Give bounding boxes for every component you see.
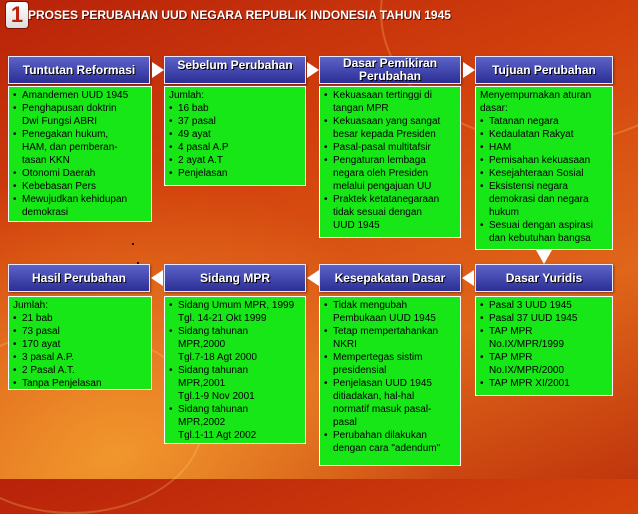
list-item: • Mewujudkan kehidupan demokrasi — [13, 193, 147, 219]
list-item: • Sidang tahunan MPR,2000 Tgl.7-18 Agt 2000 — [169, 325, 301, 364]
box-dasar-pemikiran — [319, 86, 461, 238]
header-sidang-mpr: Sidang MPR — [164, 264, 306, 292]
box-dasar-yuridis — [475, 296, 613, 396]
list-item: • Penjelasan — [169, 167, 301, 180]
header-tuntutan-reformasi: Tuntutan Reformasi — [8, 56, 150, 84]
list-item: • 73 pasal — [13, 325, 147, 338]
list-item: • Perubahan dilakukan dengan cara "adendum" — [324, 429, 456, 455]
list-item: • 21 bab — [13, 312, 147, 325]
list-tujuan-perubahan — [480, 115, 608, 245]
list-item: • 170 ayat — [13, 338, 147, 351]
list-item: • Mempertegas sistim presidensial — [324, 351, 456, 377]
list-item: • 49 ayat — [169, 128, 301, 141]
arrow-right-icon — [463, 62, 475, 78]
list-item: • Otonomi Daerah — [13, 167, 147, 180]
list-item: • Amandemen UUD 1945 — [13, 89, 147, 102]
list-item: • Tetap mempertahankan NKRI — [324, 325, 456, 351]
list-item: • Praktek ketatanegaraan tidak sesuai dengan UUD 1945 — [324, 193, 456, 232]
list-item: • Eksistensi negara demokrasi dan negara hukum — [480, 180, 608, 219]
list-item: • 2 ayat A.T — [169, 154, 301, 167]
list-item: • Kekuasaan tertinggi di tangan MPR — [324, 89, 456, 115]
list-tuntutan-reformasi — [13, 89, 147, 219]
box-intro: Jumlah: — [13, 300, 49, 311]
box-kesepakatan-dasar — [319, 296, 461, 466]
list-hasil-perubahan — [13, 312, 147, 390]
arrow-left-icon — [307, 270, 319, 286]
list-item: • 3 pasal A.P. — [13, 351, 147, 364]
list-item: • HAM — [480, 141, 608, 154]
list-sebelum-perubahan — [169, 102, 301, 180]
box-intro: Jumlah: — [169, 90, 205, 101]
decorative-dot — [132, 243, 134, 245]
arrow-right-icon — [152, 62, 164, 78]
list-item: • Kedaulatan Rakyat — [480, 128, 608, 141]
list-item: • Tidak mengubah Pembukaan UUD 1945 — [324, 299, 456, 325]
list-item: • Penjelasan UUD 1945 ditiadakan, hal-hal normatif masuk pasal- pasal — [324, 377, 456, 429]
list-item: • Penghapusan doktrin Dwi Fungsi ABRI — [13, 102, 147, 128]
header-kesepakatan-dasar: Kesepakatan Dasar — [319, 264, 461, 292]
list-item: • Sesuai dengan aspirasi dan kebutuhan bangsa — [480, 219, 608, 245]
box-sebelum-perubahan — [164, 86, 306, 186]
list-item: • Pasal-pasal multitafsir — [324, 141, 456, 154]
list-item: • Tanpa Penjelasan — [13, 377, 147, 390]
list-kesepakatan-dasar — [324, 299, 456, 455]
list-item: • Pengaturan lembaga negara oleh Presiden melalui pengajuan UU — [324, 154, 456, 193]
list-item: • 4 pasal A.P — [169, 141, 301, 154]
list-item: • Pasal 37 UUD 1945 — [480, 312, 608, 325]
header-hasil-perubahan: Hasil Perubahan — [8, 264, 150, 292]
list-item: • 2 Pasal A.T. — [13, 364, 147, 377]
arrow-right-icon — [307, 62, 319, 78]
arrow-down-icon — [536, 250, 552, 264]
slide-title: PROSES PERUBAHAN UUD NEGARA REPUBLIK INDONESIA TAHUN 1945 — [28, 8, 451, 22]
list-item: • Tatanan negara — [480, 115, 608, 128]
box-sidang-mpr — [164, 296, 306, 444]
list-item: • Pemisahan kekuasaan — [480, 154, 608, 167]
decorative-dot — [137, 262, 139, 264]
box-hasil-perubahan — [8, 296, 152, 390]
header-tujuan-perubahan: Tujuan Perubahan — [475, 56, 613, 84]
arrow-left-icon — [462, 270, 474, 286]
box-intro: Menyempurnakan aturan dasar: — [480, 90, 592, 114]
header-sebelum-perubahan: Sebelum Perubahan — [164, 56, 306, 84]
list-item: • Pasal 3 UUD 1945 — [480, 299, 608, 312]
list-item: • TAP MPR No.IX/MPR/1999 — [480, 325, 608, 351]
list-dasar-pemikiran — [324, 89, 456, 232]
box-tujuan-perubahan — [475, 86, 613, 250]
list-item: • Kekuasaan yang sangat besar kepada Presiden — [324, 115, 456, 141]
slide-number-logo: 1 — [6, 2, 28, 28]
box-tuntutan-reformasi — [8, 86, 152, 222]
list-item: • TAP MPR No.IX/MPR/2000 — [480, 351, 608, 377]
list-dasar-yuridis — [480, 299, 608, 390]
list-item: • Sidang tahunan MPR,2002 Tgl.1-11 Agt 2002 — [169, 403, 301, 442]
list-item: • Kebebasan Pers — [13, 180, 147, 193]
arrow-left-icon — [151, 270, 163, 286]
header-dasar-yuridis: Dasar Yuridis — [475, 264, 613, 292]
list-item: • 16 bab — [169, 102, 301, 115]
header-dasar-pemikiran: Dasar Pemikiran Perubahan — [319, 56, 461, 84]
list-item: • Sidang Umum MPR, 1999 Tgl. 14-21 Okt 1999 — [169, 299, 301, 325]
list-item: • Sidang tahunan MPR,2001 Tgl.1-9 Nov 2001 — [169, 364, 301, 403]
list-item: • Penegakan hukum, HAM, dan pemberan- tasan KKN — [13, 128, 147, 167]
list-sidang-mpr — [169, 299, 301, 442]
list-item: • 37 pasal — [169, 115, 301, 128]
list-item: • TAP MPR XI/2001 — [480, 377, 608, 390]
list-item: • Kesejahteraan Sosial — [480, 167, 608, 180]
